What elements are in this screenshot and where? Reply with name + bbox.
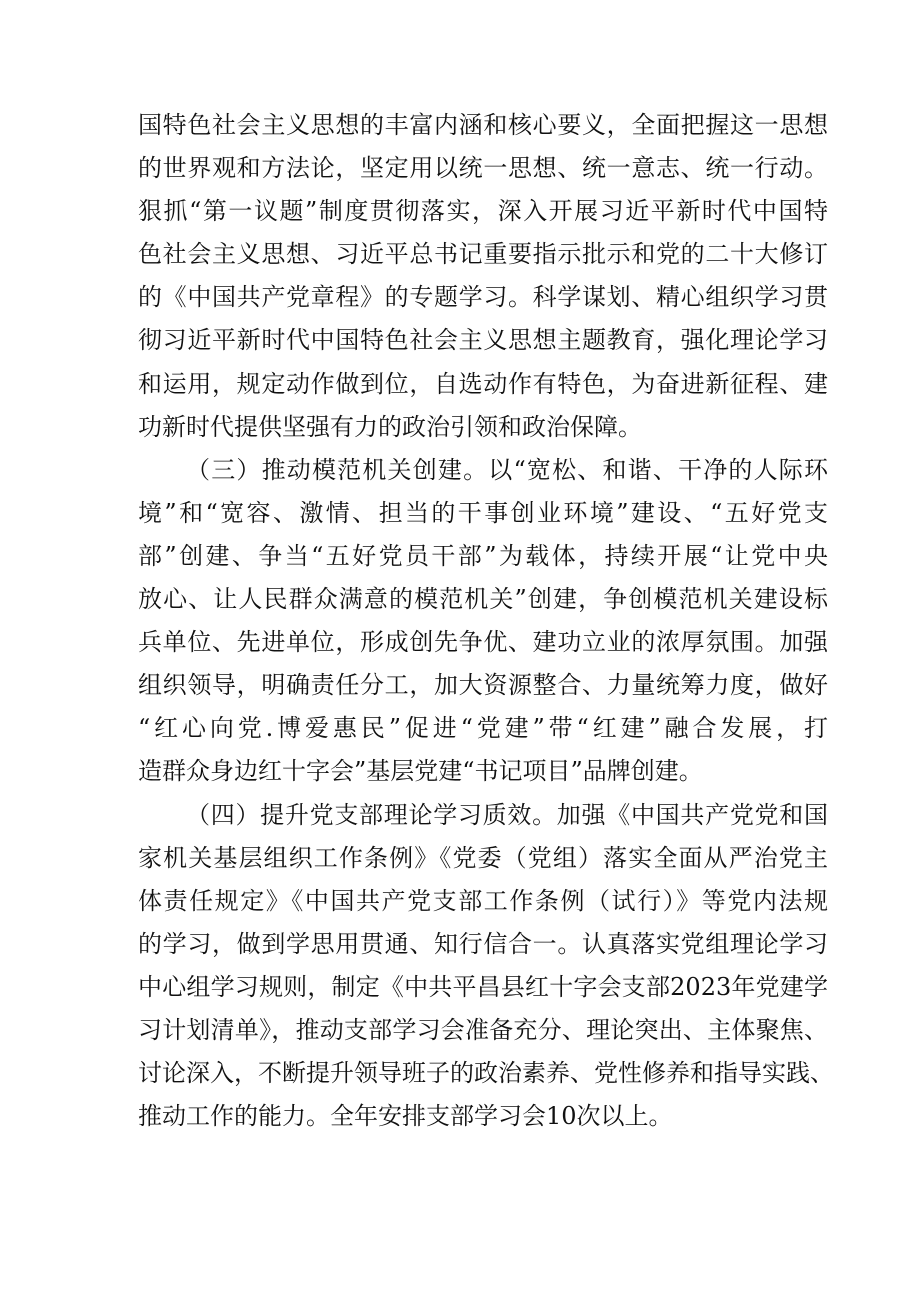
text-line: 家机关基层组织工作条例》《党委（党组）落实全面从严治党主 xyxy=(138,843,828,872)
text-line: 体责任规定》《中国共产党支部工作条例（试行）》等党内法规 xyxy=(138,886,828,915)
text-line: 组织领导，明确责任分工，加大资源整合、力量统筹力度，做好 xyxy=(138,671,828,700)
text-line: “红心向党.博爱惠民”促进“党建”带“红建”融合发展，打 xyxy=(138,714,828,743)
text-line: 国特色社会主义思想的丰富内涵和核心要义，全面把握这一思想 xyxy=(138,111,828,139)
section-heading-line: （四）提升党支部理论学习质效。加强《中国共产党党和国 xyxy=(186,800,828,829)
text-line: 习计划清单》，推动支部学习会准备充分、理论突出、主体聚焦、 xyxy=(138,1015,828,1044)
text-line: 境”和“宽容、激情、担当的干事创业环境”建设、“五好党支 xyxy=(138,498,828,527)
text-line: 狠抓“第一议题”制度贯彻落实，深入开展习近平新时代中国特 xyxy=(138,197,828,226)
section-heading-line: （三）推动模范机关创建。以“宽松、和谐、干净的人际环 xyxy=(186,455,828,484)
text-line: 色社会主义思想、习近平总书记重要指示批示和党的二十大修订 xyxy=(138,240,828,269)
text-line: 功新时代提供坚强有力的政治引领和政治保障。 xyxy=(138,412,642,441)
text-line: 兵单位、先进单位，形成创先争优、建功立业的浓厚氛围。加强 xyxy=(138,628,828,657)
text-line: 的学习，做到学思用贯通、知行信合一。认真落实党组理论学习 xyxy=(138,929,828,958)
text-line: 中心组学习规则，制定《中共平昌县红十字会支部2023年党建学 xyxy=(138,972,828,1001)
text-line: 彻习近平新时代中国特色社会主义思想主题教育，强化理论学习 xyxy=(138,326,828,355)
paragraph-continued xyxy=(138,104,828,449)
text-line: 造群众身边红十字会”基层党建“书记项目”品牌创建。 xyxy=(138,757,703,786)
text-line: 讨论深入，不断提升领导班子的政治素养、党性修养和指导实践、 xyxy=(138,1059,834,1088)
text-line: 部”创建、争当“五好党员干部”为载体，持续开展“让党中央 xyxy=(138,541,828,570)
text-line: 放心、让人民群众满意的模范机关”创建，争创模范机关建设标 xyxy=(138,585,828,614)
text-line: 的世界观和方法论，坚定用以统一思想、统一意志、统一行动。 xyxy=(138,154,828,183)
paragraph-section-4 xyxy=(138,794,834,1139)
text-line: 的《中国共产党章程》的专题学习。科学谋划、精心组织学习贯 xyxy=(138,283,828,312)
document-body xyxy=(138,104,834,1138)
text-line: 推动工作的能力。全年安排支部学习会10次以上。 xyxy=(138,1102,673,1131)
paragraph-section-3 xyxy=(138,449,828,794)
text-line: 和运用，规定动作做到位，自选动作有特色，为奋进新征程、建 xyxy=(138,369,828,398)
